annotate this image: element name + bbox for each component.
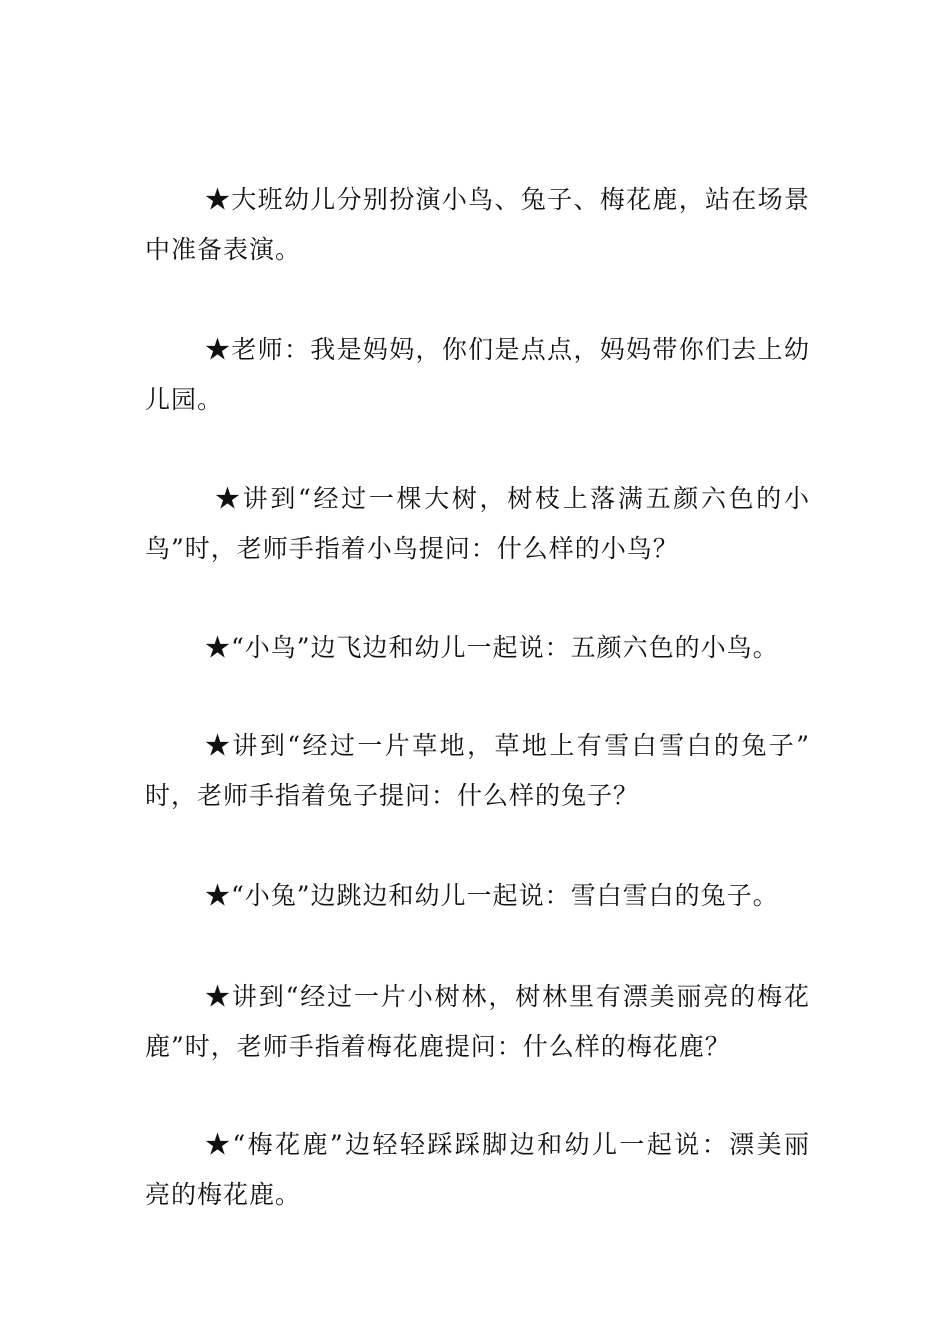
paragraph-7 [145, 972, 810, 1072]
paragraph-line: ★大班幼儿分别扮演小鸟、兔子、梅花鹿，站在场景 [205, 185, 810, 214]
paragraph-2 [145, 325, 810, 425]
paragraph-line: 亮的梅花鹿。 [145, 1180, 302, 1209]
paragraph-line: ★“梅花鹿”边轻轻踩踩脚边和幼儿一起说：漂美丽 [205, 1130, 810, 1159]
paragraph-line: 鸟”时，老师手指着小鸟提问：什么样的小鸟？ [145, 534, 679, 563]
paragraph-line: ★讲到“经过一片草地，草地上有雪白雪白的兔子” [205, 731, 810, 760]
paragraph-1 [145, 175, 810, 275]
paragraph-line: 儿园。 [145, 385, 224, 414]
paragraph-line: ★讲到“经过一片小树林，树林里有漂美丽亮的梅花 [205, 982, 810, 1011]
paragraph-line: 鹿”时，老师手指着梅花鹿提问：什么样的梅花鹿？ [145, 1032, 731, 1061]
paragraph-5 [145, 721, 810, 821]
paragraph-8 [145, 1120, 810, 1220]
paragraph-line: ★“小鸟”边飞边和幼儿一起说：五颜六色的小鸟。 [205, 633, 779, 662]
paragraph-line: ★老师：我是妈妈，你们是点点，妈妈带你们去上幼 [205, 335, 810, 364]
paragraph-line: 中准备表演。 [145, 235, 302, 264]
paragraph-line: ★“小兔”边跳边和幼儿一起说：雪白雪白的兔子。 [205, 881, 779, 910]
paragraph-6 [145, 871, 810, 921]
paragraph-line: ★讲到“经过一棵大树，树枝上落满五颜六色的小 [215, 484, 810, 513]
paragraph-3 [145, 474, 810, 574]
paragraph-4 [145, 623, 810, 673]
paragraph-line: 时，老师手指着兔子提问：什么样的兔子？ [145, 781, 640, 810]
